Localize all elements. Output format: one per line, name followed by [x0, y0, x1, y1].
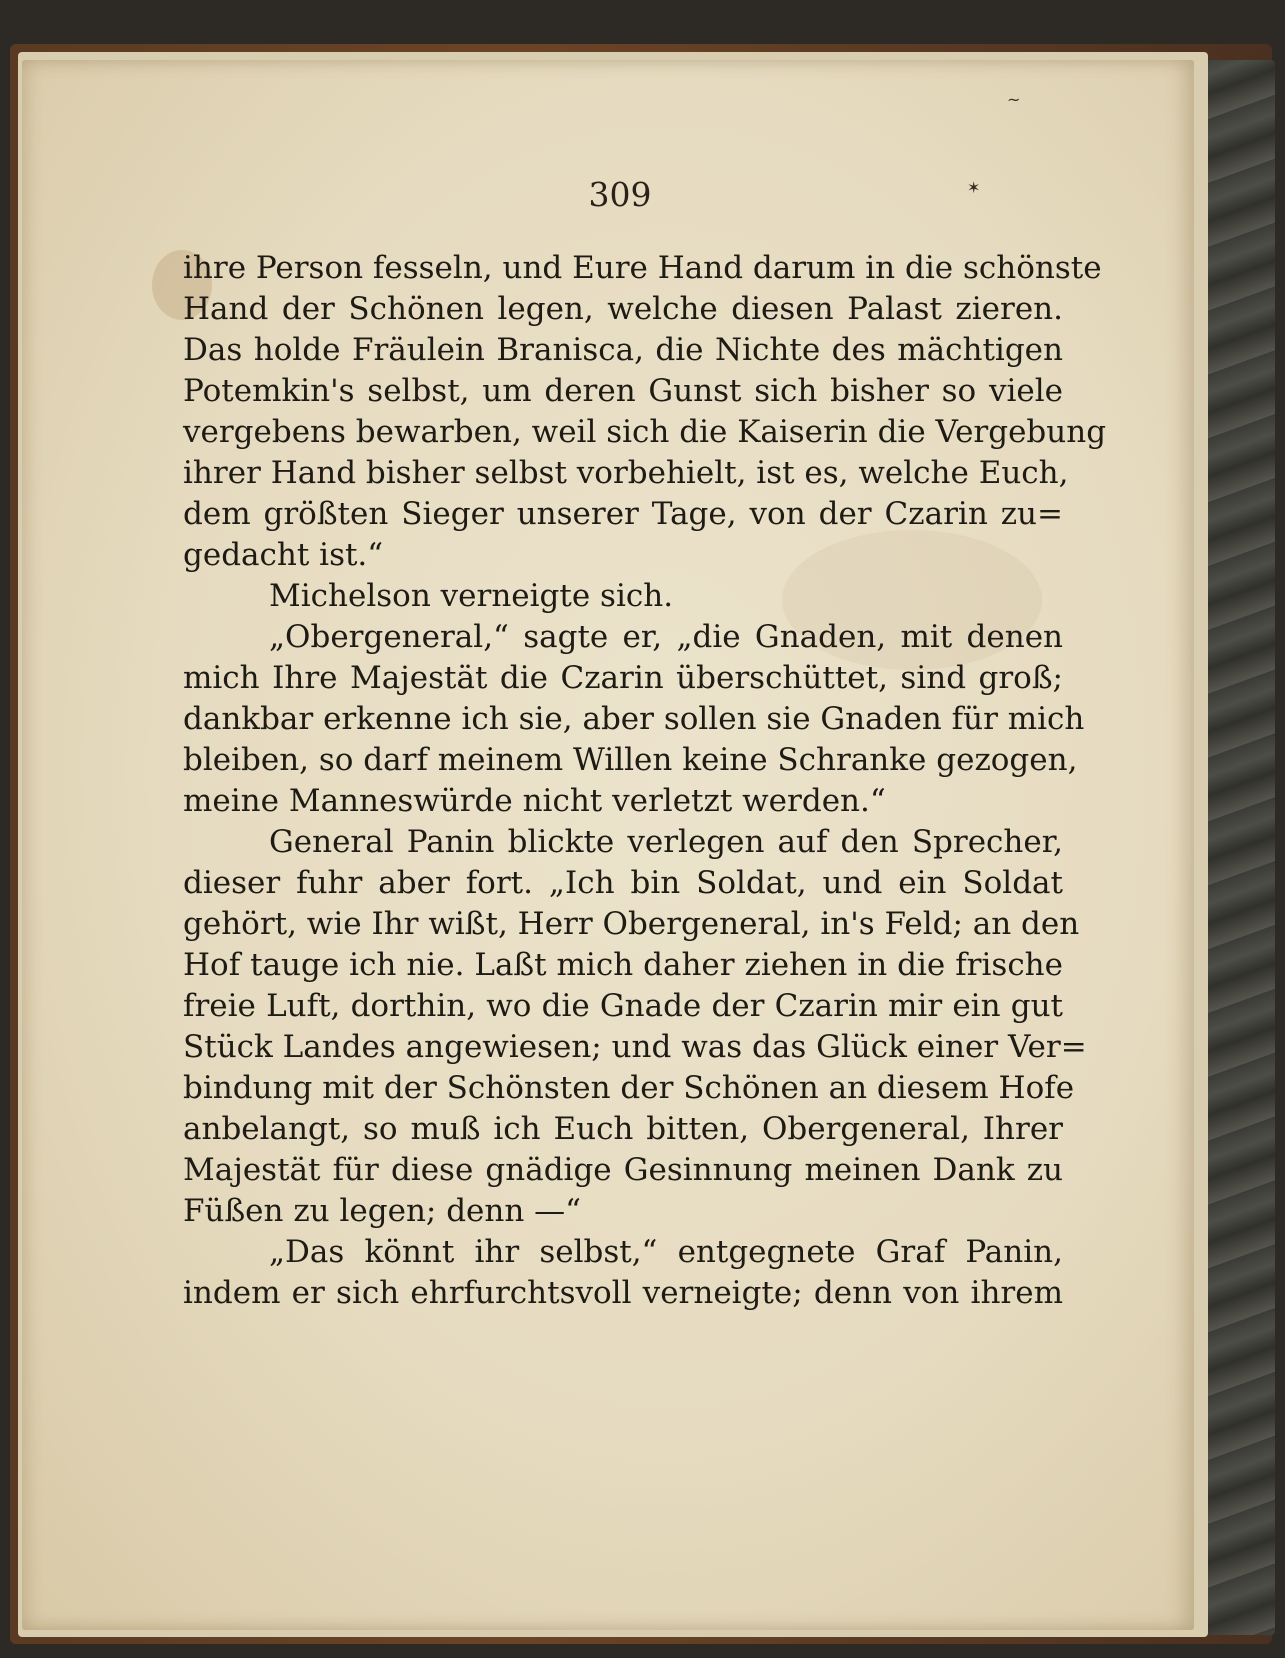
text-line: meine Manneswürde nicht verletzt werden.“	[183, 783, 886, 819]
text-line: dankbar erkenne ich sie, aber sollen sie Gnaden für mich	[183, 701, 1085, 737]
text-line: Hand der Schönen legen, welche diesen Palast zieren.	[183, 291, 1063, 327]
text-line: Michelson verneigte sich.	[269, 578, 674, 614]
text-line: „Obergeneral,“ sagte er, „die Gnaden, mit denen	[269, 619, 1063, 655]
text-line: gehört, wie Ihr wißt, Herr Obergeneral, in's Feld; an den	[183, 906, 1080, 942]
printer-mark: ✶	[967, 178, 981, 197]
text-line: Hof tauge ich nie. Laßt mich daher ziehen in die frische	[183, 947, 1063, 983]
text-line: dieser fuhr aber fort. „Ich bin Soldat, und ein Soldat	[183, 865, 1063, 901]
body-text	[183, 248, 1107, 1314]
text-line: Stück Landes angewiesen; und was das Glück einer Ver=	[183, 1029, 1087, 1065]
text-line: gedacht ist.“	[183, 537, 384, 573]
text-line: anbelangt, so muß ich Euch bitten, Obergeneral, Ihrer	[183, 1111, 1063, 1147]
printer-mark: ~	[1007, 90, 1021, 109]
text-line: Majestät für diese gnädige Gesinnung meinen Dank zu	[183, 1152, 1063, 1188]
text-line: General Panin blickte verlegen auf den Sprecher,	[269, 824, 1063, 860]
text-line: Potemkin's selbst, um deren Gunst sich bisher so viele	[183, 373, 1063, 409]
text-line: Füßen zu legen; denn —“	[183, 1193, 582, 1229]
page-number: 309	[588, 175, 652, 214]
text-line: „Das könnt ihr selbst,“ entgegnete Graf Panin,	[269, 1234, 1063, 1270]
text-line: dem größten Sieger unserer Tage, von der Czarin zu=	[183, 496, 1063, 532]
text-line: indem er sich ehrfurchtsvoll verneigte; denn von ihrem	[183, 1275, 1063, 1311]
text-line: bindung mit der Schönsten der Schönen an diesem Hofe	[183, 1070, 1075, 1106]
text-line: Das holde Fräulein Branisca, die Nichte des mächtigen	[183, 332, 1063, 368]
text-line: vergebens bewarben, weil sich die Kaiserin die Vergebung	[183, 414, 1107, 450]
text-line: ihre Person fesseln, und Eure Hand darum in die schönste	[183, 250, 1102, 286]
text-line: bleiben, so darf meinem Willen keine Schranke gezogen,	[183, 742, 1078, 778]
text-line: ihrer Hand bisher selbst vorbehielt, ist es, welche Euch,	[183, 455, 1069, 491]
text-line: freie Luft, dorthin, wo die Gnade der Czarin mir ein gut	[183, 988, 1063, 1024]
text-line: mich Ihre Majestät die Czarin überschüttet, sind groß;	[183, 660, 1063, 696]
